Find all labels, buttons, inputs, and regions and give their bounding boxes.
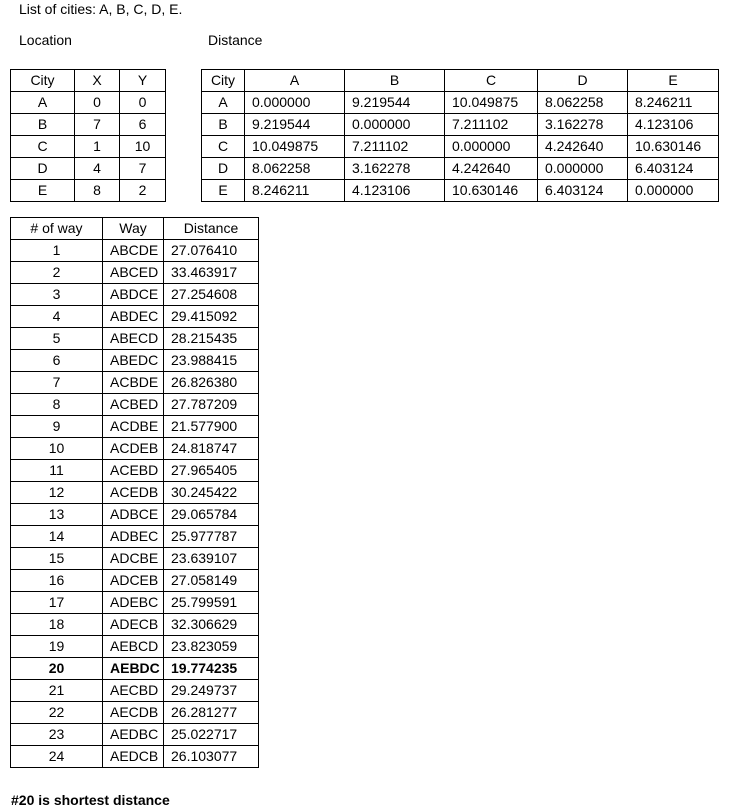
way-row xyxy=(11,592,259,614)
table-cell: 2 xyxy=(120,180,166,202)
table-cell: 25.977787 xyxy=(164,526,259,548)
table-cell: AEDBC xyxy=(103,724,164,746)
table-cell: D xyxy=(202,158,245,180)
table-cell: 10.630146 xyxy=(445,180,538,202)
table-cell: 6.403124 xyxy=(628,158,719,180)
table-cell: 8.246211 xyxy=(628,92,719,114)
table-cell: 0 xyxy=(75,92,120,114)
table-cell: 16 xyxy=(11,570,103,592)
table-cell: 9.219544 xyxy=(345,92,445,114)
table-cell: 10 xyxy=(11,438,103,460)
table-cell: 4 xyxy=(75,158,120,180)
column-header: City xyxy=(202,70,245,92)
table-cell: E xyxy=(11,180,75,202)
way-row xyxy=(11,262,259,284)
table-cell: 27.058149 xyxy=(164,570,259,592)
way-row xyxy=(11,438,259,460)
table-cell: 27.254608 xyxy=(164,284,259,306)
way-row xyxy=(11,504,259,526)
distance-row xyxy=(202,136,719,158)
table-cell: 14 xyxy=(11,526,103,548)
table-cell: ABCED xyxy=(103,262,164,284)
column-header: Distance xyxy=(164,218,259,240)
table-cell: 29.249737 xyxy=(164,680,259,702)
distance-row xyxy=(202,158,719,180)
table-cell: 29.065784 xyxy=(164,504,259,526)
table-cell: 4.123106 xyxy=(345,180,445,202)
table-cell: 10.630146 xyxy=(628,136,719,158)
table-cell: 7 xyxy=(75,114,120,136)
way-row xyxy=(11,526,259,548)
location-label: Location xyxy=(19,32,72,48)
ways-table-header xyxy=(11,218,259,240)
location-row xyxy=(11,136,166,158)
location-row xyxy=(11,158,166,180)
distance-row xyxy=(202,92,719,114)
way-row xyxy=(11,240,259,262)
table-cell: 13 xyxy=(11,504,103,526)
table-cell: AEDCB xyxy=(103,746,164,768)
table-cell: 28.215435 xyxy=(164,328,259,350)
distance-row xyxy=(202,180,719,202)
column-header: E xyxy=(628,70,719,92)
column-header: City xyxy=(11,70,75,92)
table-cell: 0.000000 xyxy=(538,158,628,180)
table-cell: 8.062258 xyxy=(245,158,345,180)
location-row xyxy=(11,114,166,136)
table-cell: 29.415092 xyxy=(164,306,259,328)
distance-row xyxy=(202,114,719,136)
column-header: Way xyxy=(103,218,164,240)
table-cell: 33.463917 xyxy=(164,262,259,284)
table-cell: A xyxy=(202,92,245,114)
table-cell: 7.211102 xyxy=(345,136,445,158)
table-cell: 27.965405 xyxy=(164,460,259,482)
intro-text: List of cities: A, B, C, D, E. xyxy=(19,1,183,17)
way-row xyxy=(11,284,259,306)
ways-table xyxy=(10,217,259,768)
table-cell: 8.062258 xyxy=(538,92,628,114)
way-row xyxy=(11,636,259,658)
table-cell: 0.000000 xyxy=(345,114,445,136)
location-row xyxy=(11,92,166,114)
location-table-header xyxy=(11,70,166,92)
table-cell: 4.242640 xyxy=(445,158,538,180)
table-cell: 0.000000 xyxy=(245,92,345,114)
table-cell: 10.049875 xyxy=(445,92,538,114)
table-cell: 4 xyxy=(11,306,103,328)
table-cell: ACEDB xyxy=(103,482,164,504)
table-cell: B xyxy=(202,114,245,136)
table-cell: 19.774235 xyxy=(164,658,259,680)
distance-table-header xyxy=(202,70,719,92)
table-cell: B xyxy=(11,114,75,136)
way-row xyxy=(11,724,259,746)
table-cell: AECBD xyxy=(103,680,164,702)
table-cell: AEBDC xyxy=(103,658,164,680)
table-cell: 4.242640 xyxy=(538,136,628,158)
table-cell: 0 xyxy=(120,92,166,114)
way-row xyxy=(11,460,259,482)
table-cell: 5 xyxy=(11,328,103,350)
table-cell: ACDBE xyxy=(103,416,164,438)
table-cell: 9.219544 xyxy=(245,114,345,136)
way-row xyxy=(11,372,259,394)
table-cell: 21 xyxy=(11,680,103,702)
table-cell: 6 xyxy=(11,350,103,372)
table-cell: 26.826380 xyxy=(164,372,259,394)
table-cell: 19 xyxy=(11,636,103,658)
table-cell: 22 xyxy=(11,702,103,724)
table-cell: 0.000000 xyxy=(445,136,538,158)
table-cell: ABEDC xyxy=(103,350,164,372)
table-cell: 27.076410 xyxy=(164,240,259,262)
table-cell: 12 xyxy=(11,482,103,504)
table-cell: ADBEC xyxy=(103,526,164,548)
column-header: A xyxy=(245,70,345,92)
table-cell: 30.245422 xyxy=(164,482,259,504)
table-cell: 1 xyxy=(11,240,103,262)
table-cell: ADCEB xyxy=(103,570,164,592)
column-header: B xyxy=(345,70,445,92)
table-cell: 27.787209 xyxy=(164,394,259,416)
table-cell: C xyxy=(11,136,75,158)
way-row xyxy=(11,658,259,680)
table-cell: ACBDE xyxy=(103,372,164,394)
table-cell: AEBCD xyxy=(103,636,164,658)
table-cell: 18 xyxy=(11,614,103,636)
way-row xyxy=(11,328,259,350)
table-cell: 0.000000 xyxy=(628,180,719,202)
distance-matrix-table xyxy=(201,69,719,202)
way-row xyxy=(11,570,259,592)
way-row xyxy=(11,746,259,768)
way-row xyxy=(11,680,259,702)
table-cell: 4.123106 xyxy=(628,114,719,136)
table-cell: A xyxy=(11,92,75,114)
table-cell: 25.022717 xyxy=(164,724,259,746)
table-cell: 1 xyxy=(75,136,120,158)
table-cell: 8 xyxy=(11,394,103,416)
table-cell: 15 xyxy=(11,548,103,570)
table-cell: 21.577900 xyxy=(164,416,259,438)
table-cell: 20 xyxy=(11,658,103,680)
table-cell: 8.246211 xyxy=(245,180,345,202)
table-cell: 6 xyxy=(120,114,166,136)
table-cell: 17 xyxy=(11,592,103,614)
table-cell: 10 xyxy=(120,136,166,158)
location-row xyxy=(11,180,166,202)
table-cell: ADCBE xyxy=(103,548,164,570)
table-cell: 25.799591 xyxy=(164,592,259,614)
table-cell: 24 xyxy=(11,746,103,768)
table-cell: ACBED xyxy=(103,394,164,416)
table-cell: ABECD xyxy=(103,328,164,350)
column-header: X xyxy=(75,70,120,92)
way-row xyxy=(11,350,259,372)
way-row xyxy=(11,548,259,570)
table-cell: 26.103077 xyxy=(164,746,259,768)
table-cell: 8 xyxy=(75,180,120,202)
table-cell: 3.162278 xyxy=(538,114,628,136)
table-cell: 26.281277 xyxy=(164,702,259,724)
column-header: Y xyxy=(120,70,166,92)
distance-label: Distance xyxy=(208,32,263,48)
table-cell: 23.639107 xyxy=(164,548,259,570)
way-row xyxy=(11,614,259,636)
location-table xyxy=(10,69,166,202)
table-cell: ACEBD xyxy=(103,460,164,482)
table-cell: 23 xyxy=(11,724,103,746)
table-cell: 32.306629 xyxy=(164,614,259,636)
table-cell: ABDCE xyxy=(103,284,164,306)
table-cell: C xyxy=(202,136,245,158)
table-cell: ADBCE xyxy=(103,504,164,526)
table-cell: D xyxy=(11,158,75,180)
way-row xyxy=(11,416,259,438)
table-cell: 6.403124 xyxy=(538,180,628,202)
table-cell: ADECB xyxy=(103,614,164,636)
table-cell: 3 xyxy=(11,284,103,306)
table-cell: 3.162278 xyxy=(345,158,445,180)
table-cell: 24.818747 xyxy=(164,438,259,460)
table-cell: ABDEC xyxy=(103,306,164,328)
way-row xyxy=(11,394,259,416)
table-cell: ACDEB xyxy=(103,438,164,460)
way-row xyxy=(11,702,259,724)
table-cell: 2 xyxy=(11,262,103,284)
table-cell: 7 xyxy=(11,372,103,394)
column-header: # of way xyxy=(11,218,103,240)
table-cell: E xyxy=(202,180,245,202)
table-cell: 23.988415 xyxy=(164,350,259,372)
table-cell: 11 xyxy=(11,460,103,482)
column-header: C xyxy=(445,70,538,92)
way-row xyxy=(11,482,259,504)
table-cell: AECDB xyxy=(103,702,164,724)
way-row xyxy=(11,306,259,328)
table-cell: 9 xyxy=(11,416,103,438)
table-cell: 7.211102 xyxy=(445,114,538,136)
table-cell: ABCDE xyxy=(103,240,164,262)
table-cell: 23.823059 xyxy=(164,636,259,658)
column-header: D xyxy=(538,70,628,92)
shortest-distance-note: #20 is shortest distance xyxy=(11,792,170,808)
table-cell: ADEBC xyxy=(103,592,164,614)
table-cell: 10.049875 xyxy=(245,136,345,158)
table-cell: 7 xyxy=(120,158,166,180)
